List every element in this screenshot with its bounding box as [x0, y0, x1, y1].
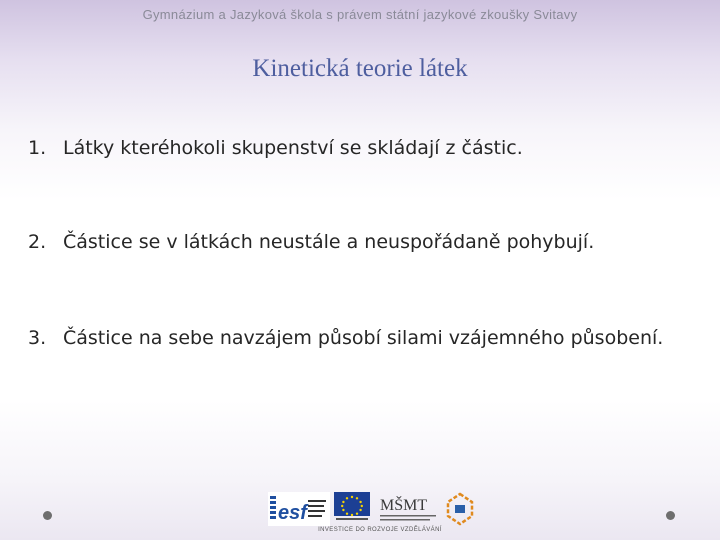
- funding-caption: INVESTICE DO ROZVOJE VZDĚLÁVÁNÍ: [318, 527, 442, 533]
- bullet-dot-right: [666, 511, 675, 520]
- list-item-number: 1.: [28, 137, 47, 159]
- list-item-2: [28, 230, 708, 254]
- op-logo-icon: [442, 492, 478, 526]
- list-item-text: Částice na sebe navzájem působí silami vzájemného působení.: [63, 327, 664, 349]
- list-item-1: [28, 136, 708, 160]
- msmt-logo-text: MŠMT: [380, 497, 428, 514]
- list-item-number: 2.: [28, 231, 47, 253]
- bullet-dot-left: [43, 511, 52, 520]
- list-item-text: Částice se v látkách neustále a neuspořádaně pohybují.: [63, 231, 595, 253]
- eu-flag-icon: [334, 492, 370, 522]
- header-school-name: Gymnázium a Jazyková škola s právem státní jazykové zkoušky Svitavy: [142, 7, 578, 22]
- esf-logo-icon: [268, 492, 330, 526]
- list-item-text: Látky kteréhokoli skupenství se skládají z částic.: [63, 137, 523, 159]
- list-item-number: 3.: [28, 327, 47, 349]
- funding-logos: [268, 490, 478, 538]
- slide-title: Kinetická teorie látek: [252, 55, 468, 82]
- msmt-logo-icon: [378, 490, 438, 526]
- list-item-3: [28, 326, 668, 350]
- esf-logo-text: esf: [278, 502, 307, 524]
